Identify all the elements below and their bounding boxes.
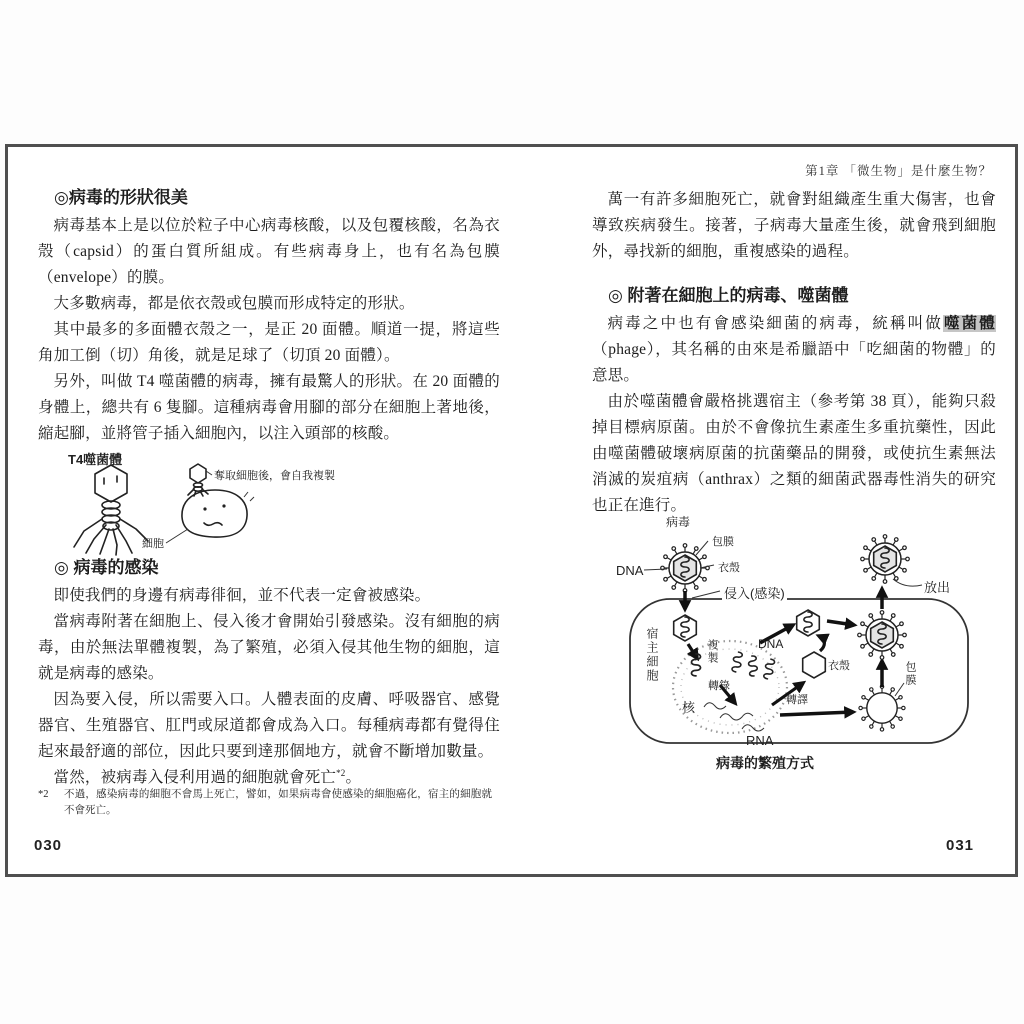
diagram-label-host-cell: 宿主細胞 (645, 627, 659, 683)
diagram-label-translate: 轉譯 (786, 694, 808, 706)
section-heading-virus-shape: ◎病毒的形狀很美 (54, 188, 188, 207)
diagram-label-transcribe: 轉錄 (708, 680, 730, 692)
body-paragraph: 萬一有許多細胞死亡，就會對組織產生重大傷害，也會導致疾病發生。接著，子病毒大量產生後，就會飛到細胞外，尋找新的細胞，重複感染的過程。 (592, 191, 996, 260)
body-paragraph: 大多數病毒，都是依衣殼或包膜而形成特定的形狀。 (53, 295, 415, 312)
diagram-label-release: 放出 (924, 580, 951, 595)
body-paragraph: 另外，叫做 T4 噬菌體的病毒，擁有最驚人的形狀。在 20 面體的身體上，總共有 6 隻腳。這種病毒會用腳的部分在細胞上著地後，縮起腳，並將管子插入細胞內，以注入頭部的核酸。 (38, 373, 500, 442)
right-page (592, 163, 996, 771)
footnote-marker: *2 (38, 789, 49, 800)
footnote (38, 787, 492, 819)
illustration-title: T4噬菌體 (68, 452, 123, 467)
highlighted-term: 噬菌體 (943, 315, 995, 332)
diagram-label-replicate: 複製 (706, 639, 718, 665)
page-number-right: 031 (946, 837, 975, 854)
body-paragraph (592, 311, 996, 389)
illustration-cell-label: 細胞 (142, 538, 164, 550)
paragraph-text: 。 (345, 769, 362, 786)
body-paragraph: 當病毒附著在細胞上、侵入後才會開始引發感染。沒有細胞的病毒，由於無法單體複製，為了繁殖，必須入侵其他生物的細胞，這就是病毒的感染。 (38, 613, 500, 682)
chapter-header: 第1章 「微生物」是什麼生物？ (805, 164, 992, 178)
diagram-label-capsid: 衣殼 (718, 562, 740, 574)
diagram-label-nucleus: 核 (682, 700, 696, 715)
diagram-label-virus: 病毒 (666, 515, 691, 529)
book-spread (5, 144, 1018, 877)
t4-phage-drawing (38, 459, 398, 557)
paragraph-text: 當然，被病毒入侵利用過的細胞就會死亡 (53, 769, 337, 786)
body-paragraph: 即使我們的身邊有病毒徘徊，並不代表一定會被感染。 (53, 587, 431, 604)
diagram-label-dna: DNA (616, 563, 644, 578)
diagram-label-invade: 侵入(感染) (722, 583, 787, 602)
virus-replication-drawing (608, 511, 996, 769)
diagram-label-envelope: 包膜 (712, 536, 734, 548)
page-number-left: 030 (34, 837, 63, 854)
body-paragraph: 其中最多的多面體衣殼之一，是正 20 面體。順道一提，將這些角加工倒（切）角後，就是足球了（切頂 20 面體）。 (38, 321, 500, 364)
diagram-caption: 病毒的繁殖方式 (716, 755, 814, 771)
diagram-label-rna: RNA (746, 733, 774, 748)
diagram-label-dna-inner: DNA (758, 637, 784, 651)
illustration-note: 奪取細胞後，會自我複製 (214, 470, 335, 482)
body-paragraph: 因為要入侵，所以需要入口。人體表面的皮膚、呼吸器官、感覺器官、生殖器官、肛門或尿道都會成為入口。每種病毒都有覺得住起來最舒適的部位，因此只要到達那個地方，就會不斷增加數量。 (38, 691, 500, 760)
paragraph-text: （phage），其名稱的由來是希臘語中「吃細菌的物體」的意思。 (592, 341, 996, 384)
section-heading-phage: ◎ 附著在細胞上的病毒、噬菌體 (608, 286, 849, 305)
virus-replication-diagram (608, 511, 996, 771)
diagram-label-capsid-inner: 衣殼 (828, 660, 850, 672)
body-paragraph: 病毒基本上是以位於粒子中心病毒核酸，以及包覆核酸，名為衣殼（capsid）的蛋白質所組成。有些病毒身上，也有名為包膜（envelope）的膜。 (38, 217, 500, 286)
paragraph-text: 病毒之中也有會感染細菌的病毒，統稱叫做 (607, 315, 943, 332)
footnote-reference: *2 (336, 767, 346, 778)
left-page (38, 187, 500, 791)
body-paragraph: 由於噬菌體會嚴格挑選宿主（參考第 38 頁），能夠只殺掉目標病原菌。由於不會像抗生素產生多重抗藥性，因此由噬菌體破壞病原菌的抗菌藥品的開發，或使抗生素無法消滅的炭疽病（anthrax）之類的細菌武器毒性消失的研究也正在進行。 (592, 393, 996, 514)
diagram-label-envelope-right: 包膜 (904, 661, 916, 687)
t4-phage-illustration (38, 449, 498, 557)
footnote-text: 不過，感染病毒的細胞不會馬上死亡，譬如，如果病毒會使感染的細胞癌化，宿主的細胞就不會死亡。 (64, 789, 492, 816)
section-heading-virus-infection: ◎ 病毒的感染 (54, 558, 159, 577)
